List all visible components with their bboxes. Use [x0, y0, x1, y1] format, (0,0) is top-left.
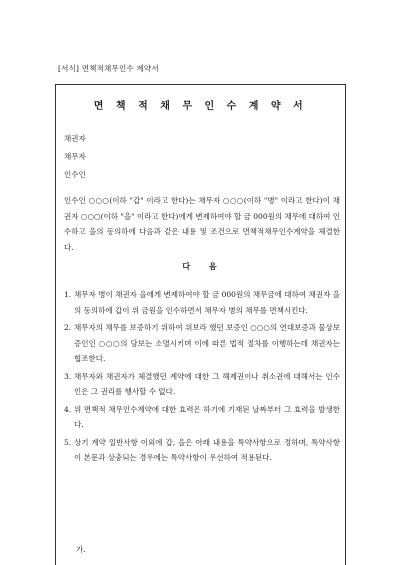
clause-number: 3. — [64, 371, 72, 381]
clause-text: 위 면책적 채무인수계약에 대한 효력은 하기에 기재된 날짜부터 그 효력을 발생한다. — [74, 404, 340, 429]
clause-number: 4. — [64, 404, 72, 414]
clause-item — [64, 435, 340, 466]
clause-number: 5. — [64, 437, 72, 447]
intro-paragraph: 인수인 ○○○(이하 "갑" 이라고 한다)는 채무자 ○○○(이하 "병" 이라고 한다)이 채권자 ○○○(이하 "을" 이라고 한다)에게 변제하여야 할 금 000원의 채무에 대하여 인수하고 을의 동의하에 다음과 같은 내용 및 조건으로 면책적채무인수계약을 체결한다. — [64, 196, 340, 252]
clause-item — [64, 287, 340, 318]
document-title: 면 책 적 채 무 인 수 계 약 서 — [93, 101, 308, 112]
clause-number: 2. — [64, 323, 72, 332]
special-clause-item: 가. — [76, 545, 86, 554]
clause-text: 상기 계약 일반사항 이외에 갑, 을은 아래 내용을 특약사항으로 정하며, 특약사항이 본문과 상충되는 경우에는 특약사항이 우선하여 적용된다. — [74, 437, 340, 462]
clause-item — [64, 320, 340, 367]
clause-list — [64, 287, 340, 468]
contract-frame — [55, 84, 346, 565]
clause-item — [64, 369, 340, 400]
party-assignee: 인수인 — [64, 170, 86, 179]
form-label: [서식] 면책적채무인수 계약서 — [58, 64, 159, 73]
clause-item — [64, 402, 340, 433]
clause-text: 채무자의 채무를 보증하기 위하여 위보라 했던 보증인 ○○○의 연대보증과 물상보증인인 ○○○의 담보는 소멸시키며 이에 따른 법적 절차를 이행하는데 채권자는 협조한다. — [74, 323, 340, 363]
section-heading: 다 음 — [182, 261, 219, 271]
clause-number: 1. — [64, 290, 72, 299]
party-debtor: 채무자 — [64, 152, 86, 161]
clause-text: 채무자와 채권자가 체결했던 계약에 대한 그 해제권이나 취소권에 대해서는 인수인은 그 권리를 행사할 수 없다. — [74, 371, 340, 396]
clause-text: 채무자 병이 채권자 을에게 변제하여야 할 금 000원의 채무금에 대하여 채권자 을의 동의하에 갑이 위 금원을 인수하면서 채무자 병의 채무를 면책시킨다. — [74, 290, 340, 315]
party-creditor: 채권자 — [64, 134, 86, 143]
